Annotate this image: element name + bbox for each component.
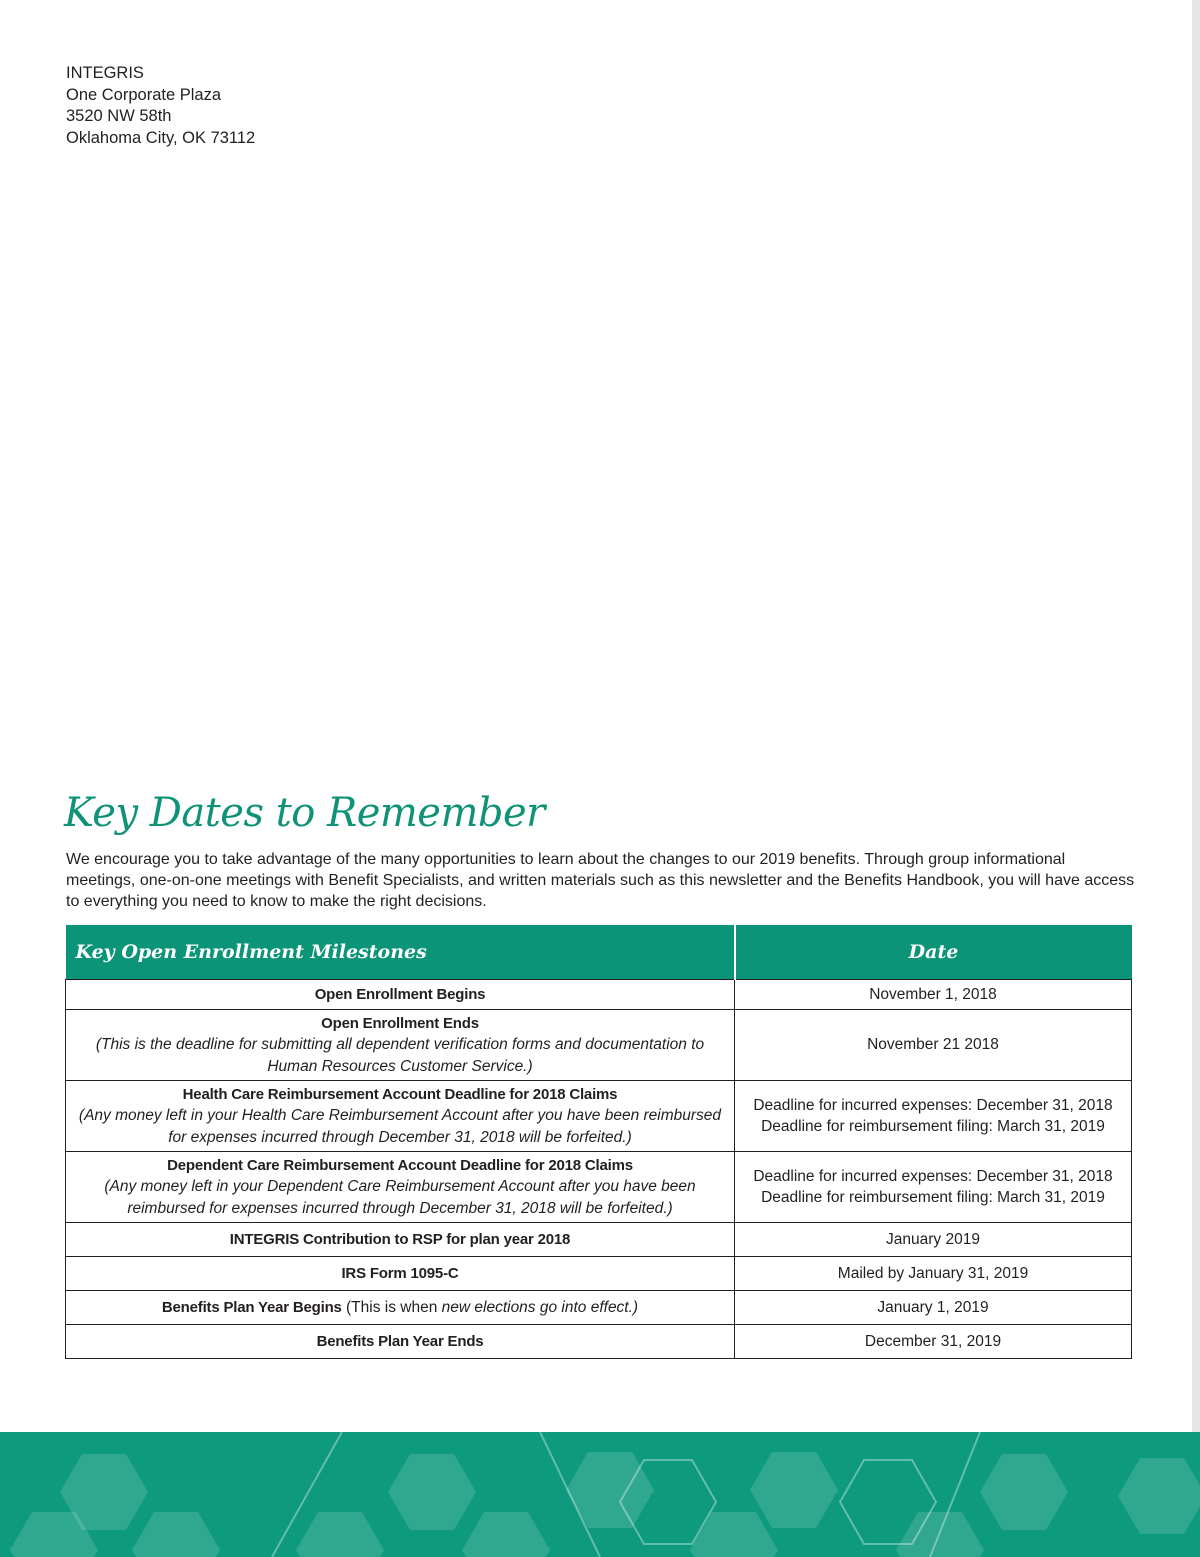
milestone-cell <box>66 1152 735 1223</box>
table-row <box>66 1325 1132 1359</box>
address-line: One Corporate Plaza <box>66 85 222 104</box>
milestone-cell <box>66 1257 735 1291</box>
milestone-title: IRS Form 1095-C <box>341 1264 459 1282</box>
table-row <box>66 980 1132 1010</box>
milestone-cell <box>66 1223 735 1257</box>
date-value: Deadline for incurred expenses: December 31, 2018 <box>753 1167 1113 1185</box>
date-value: January 1, 2019 <box>877 1298 989 1316</box>
date-cell <box>735 1010 1132 1081</box>
milestone-title: Open Enrollment Begins <box>314 985 486 1003</box>
date-value: December 31, 2019 <box>864 1332 1002 1350</box>
table-row <box>66 1010 1132 1081</box>
date-value: January 2019 <box>886 1230 980 1248</box>
milestone-cell <box>66 1325 735 1359</box>
table-row <box>66 1223 1132 1257</box>
milestone-cell <box>66 1291 735 1325</box>
table-row <box>66 1152 1132 1223</box>
date-cell <box>735 1291 1132 1325</box>
date-cell <box>735 1325 1132 1359</box>
milestone-note: (This is the deadline for submitting all dependent verification forms and documentation to Human Resources Customer Service.) <box>95 1036 705 1075</box>
date-cell <box>735 1152 1132 1223</box>
date-cell <box>735 1257 1132 1291</box>
milestone-title: Open Enrollment Ends <box>321 1014 479 1032</box>
mailing-address <box>66 63 255 149</box>
date-value: Mailed by January 31, 2019 <box>837 1264 1029 1282</box>
milestone-title: Benefits Plan Year Ends <box>316 1332 484 1350</box>
date-cell <box>735 1223 1132 1257</box>
milestone-cell <box>66 1081 735 1152</box>
milestone-title: Health Care Reimbursement Account Deadline for 2018 Claims <box>182 1085 618 1103</box>
section-title: Key Dates to Remember <box>64 790 545 836</box>
milestone-note: (Any money left in your Health Care Reimbursement Account after you have been reimbursed for expenses incurred through December 31, 2018 will be forfeited.) <box>78 1107 722 1146</box>
date-value: November 1, 2018 <box>869 985 997 1003</box>
milestones-table <box>65 925 1132 1359</box>
table-row <box>66 1291 1132 1325</box>
address-line: 3520 NW 58th <box>66 107 172 125</box>
milestone-note: (This is when <box>346 1298 442 1316</box>
milestone-title: INTEGRIS Contribution to RSP for plan year 2018 <box>229 1230 571 1248</box>
milestone-cell <box>66 980 735 1010</box>
hexagon-footer-band <box>0 1432 1200 1557</box>
milestone-title: Dependent Care Reimbursement Account Deadline for 2018 Claims <box>167 1156 633 1174</box>
milestone-column-header: Key Open Enrollment Milestones <box>66 925 735 980</box>
date-cell <box>735 980 1132 1010</box>
date-value: Deadline for reimbursement filing: March 31, 2019 <box>761 1189 1105 1206</box>
milestone-cell <box>66 1010 735 1081</box>
address-line: Oklahoma City, OK 73112 <box>66 128 256 147</box>
date-value: November 21 2018 <box>867 1036 999 1054</box>
table-row <box>66 1257 1132 1291</box>
date-value: Deadline for incurred expenses: December 31, 2018 <box>753 1096 1113 1114</box>
milestone-note-italic: new elections go into effect.) <box>441 1298 639 1316</box>
date-column-header: Date <box>735 925 1132 980</box>
intro-paragraph: We encourage you to take advantage of the many opportunities to learn about the changes to our 2019 benefits. Through group informational meetings, one-on-one meetings with Benefit Specialists, and written materials such as this newsletter and the Benefits Handbook, you will have access to everything you need to know to make the right decisions. <box>66 851 1135 910</box>
date-cell <box>735 1081 1132 1152</box>
milestone-note: (Any money left in your Dependent Care Reimbursement Account after you have been reimbursed for expenses incurred through December 31, 2018 will be forfeited.) <box>104 1178 696 1217</box>
table-header-row <box>66 925 1132 980</box>
milestone-title: Benefits Plan Year Begins <box>161 1298 342 1316</box>
table-row <box>66 1081 1132 1152</box>
address-line: INTEGRIS <box>66 64 144 82</box>
date-value: Deadline for reimbursement filing: March 31, 2019 <box>761 1118 1105 1135</box>
page-edge <box>1192 0 1200 1557</box>
